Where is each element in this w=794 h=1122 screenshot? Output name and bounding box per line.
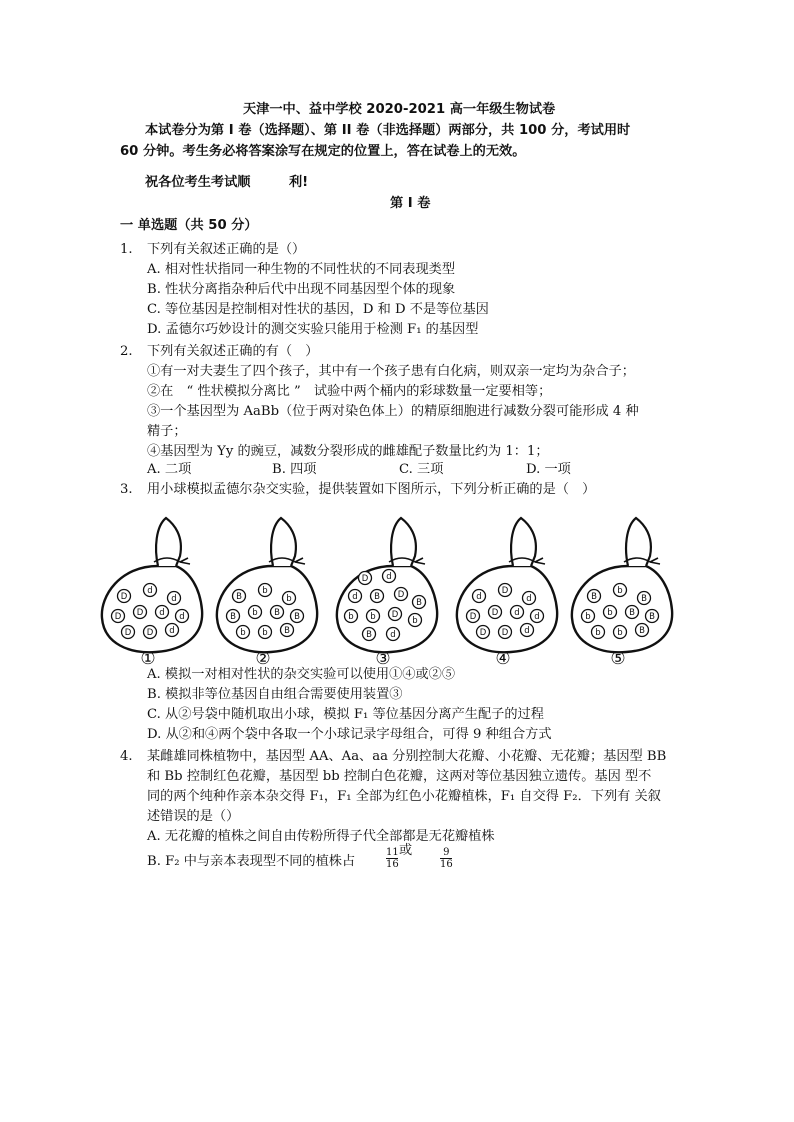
- ball-label: b: [240, 628, 246, 639]
- option-c: C. 三项: [399, 462, 444, 477]
- ball-label: B: [416, 598, 422, 609]
- ball-label: b: [607, 608, 613, 619]
- ball-label: d: [352, 592, 358, 603]
- ball-label: D: [469, 612, 477, 623]
- option-b: B. F₂ 中与亲本表现型不同的植株占: [147, 854, 356, 869]
- option-d: D. 从②和④两个袋中各取一个小球记录字母组合，可得 9 种组合方式: [147, 727, 552, 742]
- option-c: C. 从②号袋中随机取出小球，模拟 F₁ 等位基因分离产生配子的过程: [147, 707, 544, 722]
- bag-number-label: ③: [375, 649, 391, 669]
- ball-label: d: [526, 594, 532, 605]
- ball-label: D: [501, 586, 509, 597]
- ball-label: b: [595, 628, 601, 639]
- wish-text-a: 祝各位考生考试顺: [145, 175, 251, 190]
- option-b: B. 模拟非等位基因自由组合需要使用装置③: [147, 687, 403, 702]
- bag-number-label: ⑤: [610, 649, 626, 669]
- option-b: B. 四项: [272, 462, 317, 477]
- ball-label: d: [171, 594, 177, 605]
- option-c: C. 等位基因是控制相对性状的基因，D 和 D 不是等位基因: [147, 302, 489, 317]
- ball-label: D: [120, 592, 128, 603]
- ball-label: b: [585, 612, 591, 623]
- question-stem-line-1: 某雌雄同株植物中，基因型 AA、Aa、aa 分别控制大花瓣、小花瓣、无花瓣；基因型 BB: [147, 749, 667, 764]
- ball-label: d: [179, 612, 185, 623]
- bag-1: [102, 518, 202, 669]
- option-a: A. 二项: [147, 462, 192, 477]
- statement-3: ③一个基因型为 AaBb（位于两对染色体上）的精原细胞进行减数分裂可能形成 4 种: [147, 404, 639, 419]
- bags-figure: [95, 508, 695, 670]
- statement-4: ④基因型为 Yy 的豌豆，减数分裂形成的雌雄配子数量比约为 1：1；: [147, 444, 549, 459]
- bag-number-label: ②: [255, 649, 271, 669]
- ball-label: b: [370, 612, 376, 623]
- ball-label: B: [629, 608, 635, 619]
- ball-label: D: [491, 608, 499, 619]
- ball-label: B: [649, 612, 655, 623]
- wish-text-b: 利!: [289, 175, 309, 190]
- ball-label: d: [524, 626, 530, 637]
- ball-label: B: [236, 592, 242, 603]
- ball-label: b: [617, 586, 623, 597]
- ball-label: b: [348, 612, 354, 623]
- option-a: A. 相对性状指同一种生物的不同性状的不同表现类型: [147, 262, 456, 277]
- option-d: D. 一项: [526, 462, 571, 477]
- ball-label: d: [386, 572, 392, 583]
- ball-label: B: [366, 630, 372, 641]
- fraction-denominator: 16: [386, 859, 399, 870]
- ball-label: b: [617, 628, 623, 639]
- ball-label: D: [361, 574, 369, 585]
- intro-line-1: 本试卷分为第 I 卷（选择题）、第 II 卷（非选择题）两部分，共 100 分，考试用时: [145, 123, 631, 138]
- question-number: 2.: [120, 344, 133, 359]
- bag-3: [337, 518, 437, 669]
- ball-label: d: [169, 626, 175, 637]
- ball-label: b: [262, 586, 268, 597]
- ball-label: d: [476, 592, 482, 603]
- question-stem: 下列有关叙述正确的是（）: [147, 242, 306, 257]
- bag-number-label: ①: [140, 649, 156, 669]
- statement-3-continued: 精子；: [147, 424, 187, 439]
- ball-label: d: [147, 586, 153, 597]
- ball-label: B: [641, 594, 647, 605]
- ball-label: D: [391, 610, 399, 621]
- option-d: D. 孟德尔巧妙设计的测交实验只能用于检测 F₁ 的基因型: [147, 322, 479, 337]
- question-number: 4.: [120, 749, 133, 764]
- ball-label: D: [501, 628, 509, 639]
- ball-label: b: [412, 616, 418, 627]
- ball-label: D: [114, 612, 122, 623]
- ball-label: d: [514, 608, 520, 619]
- statement-1: ①有一对夫妻生了四个孩子，其中有一个孩子患有白化病，则双亲一定均为杂合子；: [147, 364, 635, 379]
- ball-label: D: [146, 628, 154, 639]
- ball-label: d: [159, 608, 165, 619]
- intro-line-2: 60 分钟。考生务必将答案涂写在规定的位置上，答在试卷上的无效。: [120, 144, 526, 159]
- section-title: 一 单选题（共 50 分）: [120, 218, 258, 233]
- question-stem: 用小球模拟孟德尔杂交实验，提供装置如下图所示，下列分析正确的是（ ）: [147, 482, 596, 497]
- fraction-9-16: [440, 847, 453, 870]
- ball-label: D: [124, 628, 132, 639]
- ball-label: D: [479, 628, 487, 639]
- ball-label: B: [274, 608, 280, 619]
- page-title: 天津一中、益中学校 2020-2021 高一年级生物试卷: [243, 102, 556, 117]
- fraction-numerator: 11: [386, 847, 399, 858]
- statement-2: ②在 “ 性状模拟分离比 ” 试验中两个桶内的彩球数量一定要相等；: [147, 384, 552, 399]
- ball-label: d: [390, 630, 396, 641]
- option-b: B. 性状分离指杂种后代中出现不同基因型个体的现象: [147, 282, 456, 297]
- ball-label: B: [284, 626, 290, 637]
- fraction-numerator: 9: [443, 847, 450, 858]
- fraction-denominator: 16: [440, 859, 453, 870]
- ball-label: B: [591, 592, 597, 603]
- ball-label: B: [294, 612, 300, 623]
- ball-label: b: [286, 594, 292, 605]
- question-stem: 下列有关叙述正确的有（ ）: [147, 344, 319, 359]
- ball-label: D: [397, 590, 405, 601]
- question-stem-line-3: 同的两个纯种作亲本杂交得 F₁，F₁ 全部为红色小花瓣植株，F₁ 自交得 F₂．下列有 关叙: [147, 789, 661, 804]
- question-number: 3.: [120, 482, 133, 497]
- question-stem-line-4: 述错误的是（）: [147, 809, 240, 824]
- question-number: 1.: [120, 242, 133, 257]
- ball-label: B: [374, 592, 380, 603]
- option-a: A. 模拟一对相对性状的杂交实验可以使用①④或②⑤: [147, 667, 456, 682]
- ball-label: D: [136, 608, 144, 619]
- ball-label: b: [262, 628, 268, 639]
- ball-label: d: [534, 612, 540, 623]
- ball-label: b: [252, 608, 258, 619]
- bag-4: [457, 518, 557, 669]
- option-a: A. 无花瓣的植株之间自由传粉所得子代全部都是无花瓣植株: [147, 829, 495, 844]
- volume-title: 第 I 卷: [390, 196, 431, 211]
- or-text: 或: [399, 843, 413, 858]
- bag-number-label: ④: [495, 649, 511, 669]
- ball-label: B: [639, 626, 645, 637]
- bag-5: [572, 518, 672, 669]
- question-stem-line-2: 和 Bb 控制红色花瓣，基因型 bb 控制白色花瓣，这两对等位基因独立遗传。基因 型不: [147, 769, 652, 784]
- ball-label: B: [230, 612, 236, 623]
- fraction-11-16: [386, 847, 399, 870]
- bag-2: [217, 518, 317, 669]
